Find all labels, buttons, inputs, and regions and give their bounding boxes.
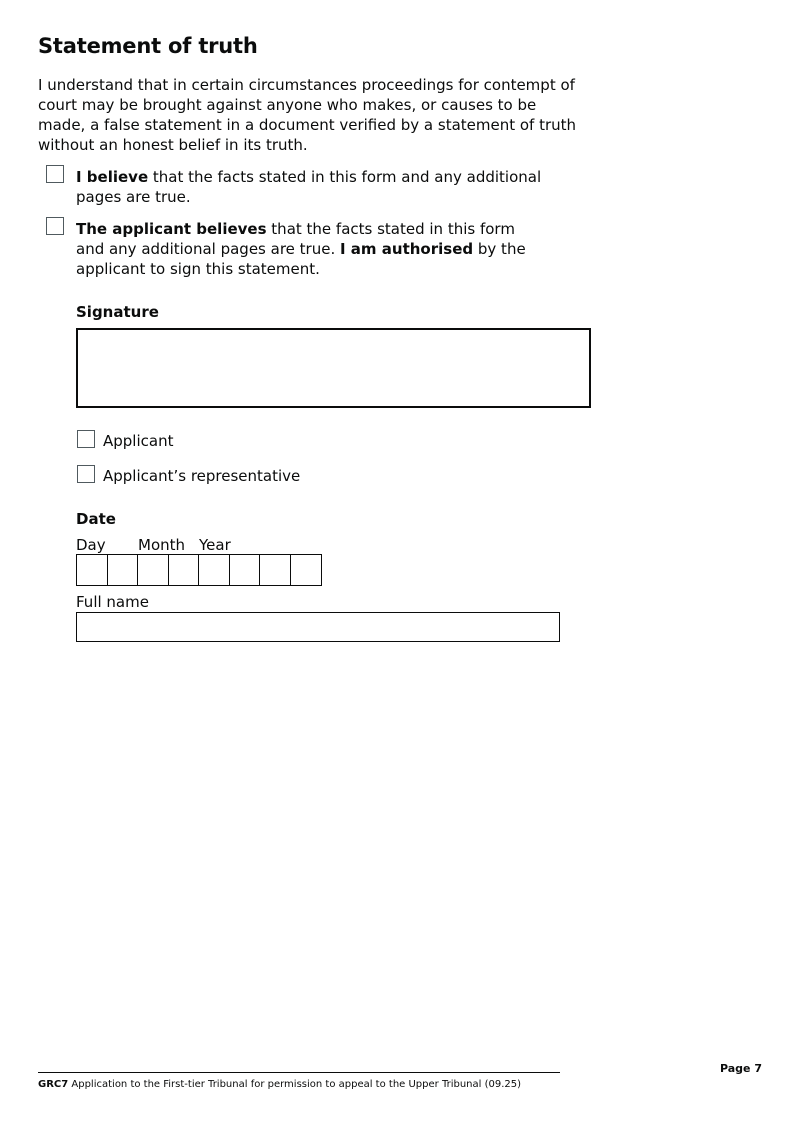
month-digit-1[interactable] xyxy=(138,555,169,585)
month-label: Month xyxy=(138,536,186,554)
footer-text xyxy=(38,1079,521,1090)
month-digit-2[interactable] xyxy=(169,555,200,585)
i-believe-text xyxy=(76,167,546,207)
intro-paragraph: I understand that in certain circumstances proceedings for contempt of court may be brought against anyone who makes, or causes to be made, a false statement in a document verified by a statement of truth without an honest belief in its truth. xyxy=(38,76,577,154)
date-label: Date xyxy=(76,510,116,528)
date-input-boxes xyxy=(76,554,322,586)
year-digit-3[interactable] xyxy=(260,555,291,585)
applicant-believes-bold: The applicant believes xyxy=(76,220,267,238)
footer-divider xyxy=(38,1072,560,1073)
full-name-label: Full name xyxy=(76,593,149,611)
i-believe-rest: that the facts stated in this form and any additional pages are true. xyxy=(76,168,542,206)
representative-checkbox[interactable] xyxy=(77,465,95,483)
applicant-label: Applicant xyxy=(103,432,174,450)
day-label: Day xyxy=(76,536,106,554)
year-digit-2[interactable] xyxy=(230,555,261,585)
day-digit-1[interactable] xyxy=(77,555,108,585)
applicant-believes-text xyxy=(76,219,546,279)
form-code: GRC7 xyxy=(38,1079,69,1090)
signature-box[interactable] xyxy=(76,328,591,408)
applicant-believes-checkbox[interactable] xyxy=(46,217,64,235)
i-believe-bold: I believe xyxy=(76,168,149,186)
year-digit-4[interactable] xyxy=(291,555,322,585)
authorised-bold: I am authorised xyxy=(340,240,474,258)
section-title: Statement of truth xyxy=(38,34,258,58)
signature-label: Signature xyxy=(76,303,159,321)
page-number: Page 7 xyxy=(719,1062,762,1075)
applicant-believes-text-1: that the facts stated in this form and any additional pages are true. xyxy=(76,220,515,258)
year-label: Year xyxy=(199,536,231,554)
applicant-checkbox[interactable] xyxy=(77,430,95,448)
i-believe-checkbox[interactable] xyxy=(46,165,64,183)
applicant-believes-text-2: by the applicant to sign this statement. xyxy=(76,240,526,278)
full-name-field[interactable] xyxy=(76,612,560,642)
form-title: Application to the First-tier Tribunal for permission to appeal to the Upper Tribunal (09.25) xyxy=(68,1079,522,1090)
day-digit-2[interactable] xyxy=(108,555,139,585)
representative-label: Applicant’s representative xyxy=(103,467,301,485)
year-digit-1[interactable] xyxy=(199,555,230,585)
